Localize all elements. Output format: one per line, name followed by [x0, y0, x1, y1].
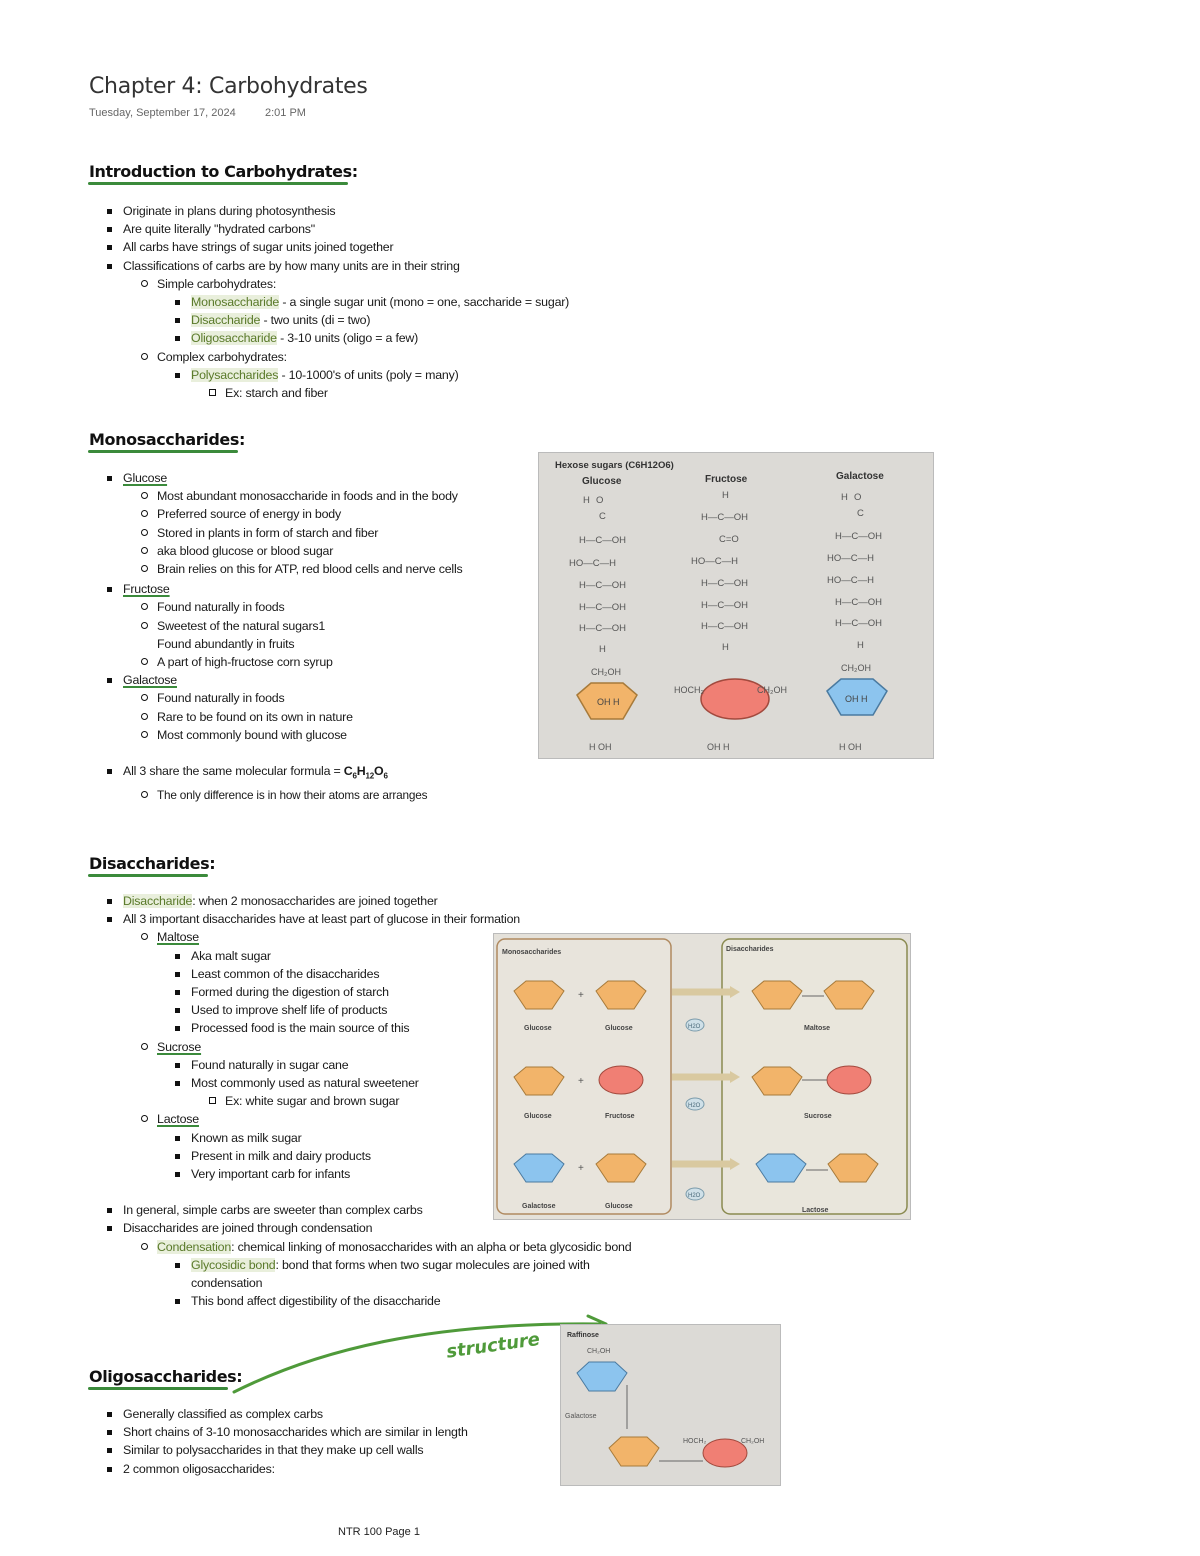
svg-text:C: C	[599, 511, 606, 522]
svg-text:H: H	[722, 642, 729, 653]
svg-text:H: H	[599, 644, 606, 655]
list-item: In general, simple carbs are sweeter than complex carbs	[89, 1201, 631, 1219]
svg-text:H—C—OH: H—C—OH	[701, 600, 748, 611]
oligo-heading: Oligosaccharides:	[89, 1367, 243, 1386]
svg-text:H—C—OH: H—C—OH	[701, 621, 748, 632]
svg-text:H—C—OH: H—C—OH	[701, 512, 748, 523]
svg-text:Glucose: Glucose	[524, 1113, 552, 1120]
list-item: Rare to be found on its own in nature	[89, 708, 463, 726]
panel-title: Disaccharides	[726, 946, 774, 953]
list-item: Brain relies on this for ATP, red blood cells and nerve cells	[89, 560, 463, 578]
svg-text:Glucose: Glucose	[605, 1203, 633, 1210]
intro-list	[89, 202, 569, 402]
svg-text:H—C—OH: H—C—OH	[579, 623, 626, 634]
svg-text:H—C—OH: H—C—OH	[701, 578, 748, 589]
list-item: aka blood glucose or blood sugar	[89, 542, 463, 560]
list-item: Found naturally in foods	[89, 689, 463, 707]
column-label: Fructose	[705, 474, 748, 485]
disaccharides-figure	[493, 933, 911, 1220]
list-item: Processed food is the main source of this	[89, 1019, 631, 1037]
list-item: Ex: white sugar and brown sugar	[89, 1092, 631, 1110]
list-item: Formed during the digestion of starch	[89, 983, 631, 1001]
list-item: Disaccharide - two units (di = two)	[89, 311, 569, 329]
svg-text:Fructose: Fructose	[605, 1113, 635, 1120]
list-item: All 3 share the same molecular formula = $C_6H_{12}O_6$	[89, 762, 463, 786]
list-item: Most commonly used as natural sweetener	[89, 1074, 631, 1092]
panel-title: Monosaccharides	[502, 949, 562, 956]
column-label: Glucose	[582, 476, 622, 487]
svg-text:OH H: OH H	[707, 742, 730, 752]
svg-text:C=O: C=O	[719, 534, 739, 545]
list-item: Sweetest of the natural sugars1	[89, 617, 463, 635]
page-time: 2:01 PM	[265, 107, 306, 119]
svg-text:+: +	[578, 1076, 584, 1087]
list-item: Oligosaccharide - 3-10 units (oligo = a few)	[89, 329, 569, 347]
list-item: Ex: starch and fiber	[89, 384, 569, 402]
svg-text:H—C—OH: H—C—OH	[835, 597, 882, 608]
svg-text:H—C—OH: H—C—OH	[835, 618, 882, 629]
svg-text:CH₂OH: CH₂OH	[587, 1348, 611, 1355]
list-item: A part of high-fructose corn syrup	[89, 653, 463, 671]
page-date: Tuesday, September 17, 2024	[89, 107, 236, 119]
list-item: Disaccharide: when 2 monosaccharides are joined together	[89, 892, 631, 910]
figure-title: Hexose sugars (C6H12O6)	[555, 460, 674, 471]
list-item: Glucose	[89, 469, 463, 487]
hexose-sugars-figure	[538, 452, 934, 759]
list-item: Known as milk sugar	[89, 1129, 631, 1147]
list-item: Found naturally in sugar cane	[89, 1056, 631, 1074]
list-item: Generally classified as complex carbs	[89, 1405, 468, 1423]
svg-text:HO—C—H: HO—C—H	[691, 556, 738, 567]
list-item: The only difference is in how their atoms are arranges	[89, 786, 463, 804]
svg-text:HO—C—H: HO—C—H	[827, 575, 874, 586]
heading-underline	[88, 1387, 228, 1390]
svg-text:Sucrose: Sucrose	[804, 1113, 832, 1120]
raffinose-figure	[560, 1324, 781, 1486]
svg-text:H: H	[841, 492, 848, 503]
svg-text:H—C—OH: H—C—OH	[579, 602, 626, 613]
svg-text:C: C	[857, 508, 864, 519]
list-item: Very important carb for infants	[89, 1165, 631, 1183]
list-item: Monosaccharide - a single sugar unit (mono = one, saccharide = sugar)	[89, 293, 569, 311]
list-item: All 3 important disaccharides have at least part of glucose in their formation	[89, 910, 631, 928]
list-item: Sucrose	[89, 1038, 631, 1056]
svg-text:HO—C—H: HO—C—H	[569, 558, 616, 569]
svg-text:H: H	[857, 640, 864, 651]
svg-text:H: H	[722, 490, 729, 501]
list-item: Polysaccharides - 10-1000's of units (poly = many)	[89, 366, 569, 384]
list-item: Most commonly bound with glucose	[89, 726, 463, 744]
list-item: Glycosidic bond: bond that forms when two sugar molecules are joined with	[89, 1256, 631, 1274]
svg-text:H OH: H OH	[589, 742, 612, 752]
svg-text:H: H	[583, 495, 590, 506]
list-item: 2 common oligosaccharides:	[89, 1460, 468, 1478]
svg-text:H2O: H2O	[688, 1024, 701, 1030]
list-item: Short chains of 3-10 monosaccharides which are similar in length	[89, 1423, 468, 1441]
svg-text:O: O	[854, 492, 862, 503]
list-item: Fructose	[89, 580, 463, 598]
list-item: Stored in plants in form of starch and fiber	[89, 524, 463, 542]
svg-text:Glucose: Glucose	[605, 1025, 633, 1032]
list-item: Lactose	[89, 1110, 631, 1128]
heading-underline	[88, 450, 238, 453]
di-heading: Disaccharides:	[89, 854, 216, 873]
heading-underline	[88, 182, 348, 185]
list-item: Simple carbohydrates:	[89, 275, 569, 293]
list-item: Similar to polysaccharides in that they make up cell walls	[89, 1441, 468, 1459]
svg-text:H—C—OH: H—C—OH	[835, 531, 882, 542]
svg-text:OH H: OH H	[597, 697, 620, 707]
svg-text:O: O	[596, 495, 604, 506]
svg-text:+: +	[578, 990, 584, 1001]
list-item: condensation	[191, 1276, 263, 1291]
intro-heading: Introduction to Carbohydrates:	[89, 162, 358, 181]
list-item: Are quite literally "hydrated carbons"	[89, 220, 569, 238]
list-item: Used to improve shelf life of products	[89, 1001, 631, 1019]
svg-text:H—C—OH: H—C—OH	[579, 580, 626, 591]
list-item: Found abundantly in fruits	[157, 636, 295, 651]
heading-underline	[88, 874, 208, 877]
list-item: Galactose	[89, 671, 463, 689]
svg-text:Maltose: Maltose	[804, 1025, 831, 1032]
svg-text:+: +	[578, 1163, 584, 1174]
list-item: Maltose	[89, 928, 631, 946]
list-item: Complex carbohydrates:	[89, 348, 569, 366]
svg-text:Glucose: Glucose	[524, 1025, 552, 1032]
column-label: Galactose	[836, 471, 884, 482]
svg-text:H—C—OH: H—C—OH	[579, 535, 626, 546]
mono-list	[89, 469, 463, 804]
list-item: Condensation: chemical linking of monosaccharides with an alpha or beta glycosidic bond	[89, 1238, 631, 1256]
list-item: Aka malt sugar	[89, 947, 631, 965]
page-title: Chapter 4: Carbohydrates	[89, 74, 368, 99]
svg-text:CH₂OH: CH₂OH	[741, 1438, 765, 1445]
svg-text:OH H: OH H	[845, 694, 868, 704]
svg-text:HOCH₂: HOCH₂	[674, 685, 704, 695]
svg-text:HO—C—H: HO—C—H	[827, 553, 874, 564]
list-item: All carbs have strings of sugar units joined together	[89, 238, 569, 256]
svg-text:H2O: H2O	[688, 1193, 701, 1199]
svg-text:Galactose: Galactose	[522, 1203, 556, 1210]
oligo-list	[89, 1405, 468, 1478]
list-item: Found naturally in foods	[89, 598, 463, 616]
svg-text:CH₂OH: CH₂OH	[757, 685, 787, 695]
svg-text:Lactose: Lactose	[802, 1207, 829, 1214]
svg-text:H2O: H2O	[688, 1103, 701, 1109]
list-item: Classifications of carbs are by how many units are in their string	[89, 257, 569, 275]
svg-text:CH₂OH: CH₂OH	[841, 663, 871, 673]
list-item: Least common of the disaccharides	[89, 965, 631, 983]
svg-text:HOCH₂: HOCH₂	[683, 1438, 707, 1445]
figure-title: Raffinose	[567, 1332, 599, 1339]
list-item: This bond affect digestibility of the disaccharide	[89, 1292, 631, 1310]
page-footer: NTR 100 Page 1	[338, 1526, 420, 1538]
svg-text:H OH: H OH	[839, 742, 862, 752]
annotation-word: structure	[445, 1328, 542, 1363]
list-item: Present in milk and dairy products	[89, 1147, 631, 1165]
mono-heading: Monosaccharides:	[89, 430, 245, 449]
list-item: Most abundant monosaccharide in foods and in the body	[89, 487, 463, 505]
list-item: Disaccharides are joined through condensation	[89, 1219, 631, 1237]
annotation-arrow	[234, 1324, 600, 1392]
list-item: Originate in plans during photosynthesis	[89, 202, 569, 220]
svg-text:CH₂OH: CH₂OH	[591, 667, 621, 677]
svg-text:Galactose: Galactose	[565, 1413, 597, 1420]
list-item: Preferred source of energy in body	[89, 505, 463, 523]
